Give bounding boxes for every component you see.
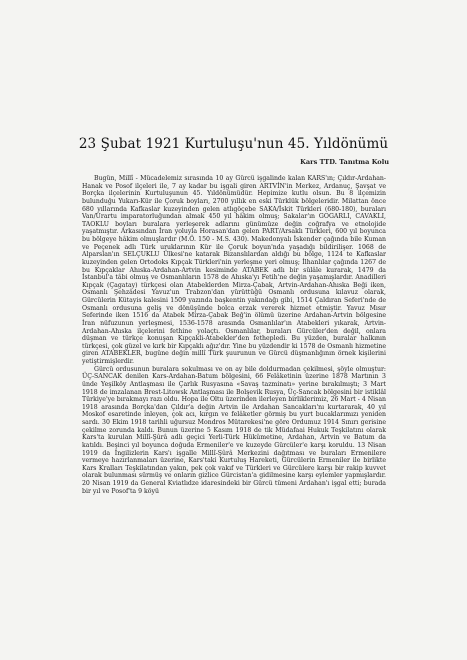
- document-title: 23 Şubat 1921 Kurtuluşu'nun 45. Yıldönümü: [78, 136, 389, 152]
- document-byline: Kars TTD. Tanıtma Kolu: [300, 158, 389, 166]
- document-body: [82, 175, 386, 495]
- body-paragraph: Gürcü ordusunun buralara sokulması ve on ay bile doldurmadan çekilmesi, şöyle olmuştur: ÜÇ-SANCAK denilen Kars-Ardahan-Batum bölgesini, 66 Felâketinin üzerine 1878 Martının 3 ünde Yeşilköy Antlaşması ile Çarlık Rusyasına «Savaş tazminatı» yerine bırakılmıştı; 3 Mart 1918 de imzalanan Brest-Litowsk Antlaşması ile Bolşevik Rusya, Üç-Sancak bölgesini bir istiklâl Türkiye'ye bırakmayı razı oldu. Hopa ile Oltu üzerinden ilerleyen birliklerimiz, 26 Mart - 4 Nisan 1918 arasında Borçka'dan Çıldır'a değin Artvin ile Ardahan Sancakları'nı kurtararak, 40 yıl Moskof esaretinde inleyen, çok acı, kırgın ve felâketler görmiş bu yurt bucaklarımızı yeniden sardı. 30 Ekim 1918 tarihli uğursuz Mondros Mütarekesi'ne göre Ordumuz 1914 Sınırı gerisine çekilme zorunda kaldı. Bunun üzerine 5 Kasım 1918 de tik Müdafaai Hukuk Teşkilatını olarak Kars'ta kurulan Millî-Şûrâ adlı geçici Yerli-Türk Hükûmetine, Ardahan, Artvin ve Batum da katıldı. Beşinci yıl boyunca doğuda Ermeniler'e ve kuzeyde Gürcüler'e karşı koruldu. 13 Nisan 1919 da İngilizlerin Kars'ı işgalle Millî-Şûrâ Merkezini dağıtması ve buraları Ermenilere vermeye hazırlanmaları üzerine, Kars'taki Kurtuluş Hareketi, Gürcülerin Ermeniler ile birlikte Kars Kralları Teşkilatından yakın, pek çok vakıf ve Türkleri ve Gürcülere karşı bir rakip kuvvet olarak bulunması sürmüş ve onların gizlice Gürcistan'a gidilmesine karşı eylemler yapmışlardır. 20 Nisan 1919 da General Kviatlıdze idaresindeki bir Gürcü tümeni Ardahan'ı işgal etti; burada bir yıl ve Posof'ta 9 köyü: [82, 365, 386, 495]
- body-paragraph: Bugün, Millî - Mücadelemiz sırasında 10 ay Gürcü işgalinde kalan KARS'ın; Çıldır-Ardahan-Hanak ve Posof ilçeleri ile, 7 ay kadar bu işgali giren ARTVİN'in Merkez, Ardanuç, Şavşat ve Borçka ilçelerinin Kurtuluşunun 45. Yıldönümüdür. Hepimize kutlu olsun. Bu 8 ilçemizin bulunduğu Yukarı-Kür ile Çoruk boyları, 2700 yıllık en eski Türklük bölgeleridir. Milattan önce 680 yıllarında Kafkaslar kuzeyinden gelen atlıgöçebe SAKA/İskit Türkleri (680-180), buraları Van/Urartu imparatorluğundan almak 450 yıl hâkim olmuş; Sakalar'ın GOGARLI, CAVAKLI, TAOKLU boyları buralara yerleşerek adlarını günümüze değin coğrafya ve etnolojide yaşatmıştır. Arkasından İran yoluyla Horasan'dan gelen PART/Arsaklı Türkleri, 600 yıl boyunca bu bölgeye hâkim olmuşlardır (M.Ö. 150 - M.S. 430). Makedonyalı İskender çağında bile Kuman ve Peçenek adlı Türk uruklarının Kür ile Çoruk boyun'nda yaşadığı bildirilişer. 1068 de Alparslan'ın SELÇUKLU Ülkesi'ne katarak Bizanslılardan aldığı bu bölge, 1124 te Kafkaslar kuzeyinden gelen Ortodoks Kıpçak Türkleri'nin yerleşme yeri olmuş; İlhanlılar çağında 1267 de bu Kıpçaklar Ahıska-Ardahan-Artvin kesiminde ATABEK adlı bir sülâle kurarak, 1479 da İstanbul'a tâbi olmuş ve Osmanlıların 1578 de Ahıska'yı Fetih'ne değin yaşamışlardır. Anadilleri Kıpçak (Çagatay) türkçesi olan Atabeklerden Mirza-Çabak, Artvin-Ardahan-Ahıska Beği iken, Osmanlı Şehzâdesi Yavuz'un Trabzon'dan yürüttüğü Osmanlı ordusuna kılavuz olarak, Gürcülerin Kütayis kalesini 1509 yazında başkentin yakındağı gibi, 1514 Çaldıran Seferi'nde de Osmanlı ordusuna geliş ve dönüşünde bolca erzak vererek hizmet etmiştir. Yavuz Mısır Seferinde iken 1516 da Atabek Mirza-Çabak Beğ'in ölümü üzerine Ardahan-Artvin bölgesine İran nüfuzunun yerleşmesi, 1536-1578 arasında Osmanlılar'ın Atabekleri yıkarak, Artvin-Ardahan-Ahıska ilçelerini fethine yolaçtı. Osmanlılar, buraları Gürcüler'den değil, onlara düşman ve türkçe konuşan Kıpçakli-Atabekler'den fethepledi. Bu yüzden, buralar halkının türkçesi, çok güzel ve kırk bir Kıpçaklı ağız'dır. Yine bu yüzdendir ki 1578 de Osmanlı hizmetine giren ATABEKLER, bugüne değin millî Türk şuurunun ve Gürcü düşmanlığının örnek kişilerini yetiştirmişlerdir.: [82, 175, 386, 365]
